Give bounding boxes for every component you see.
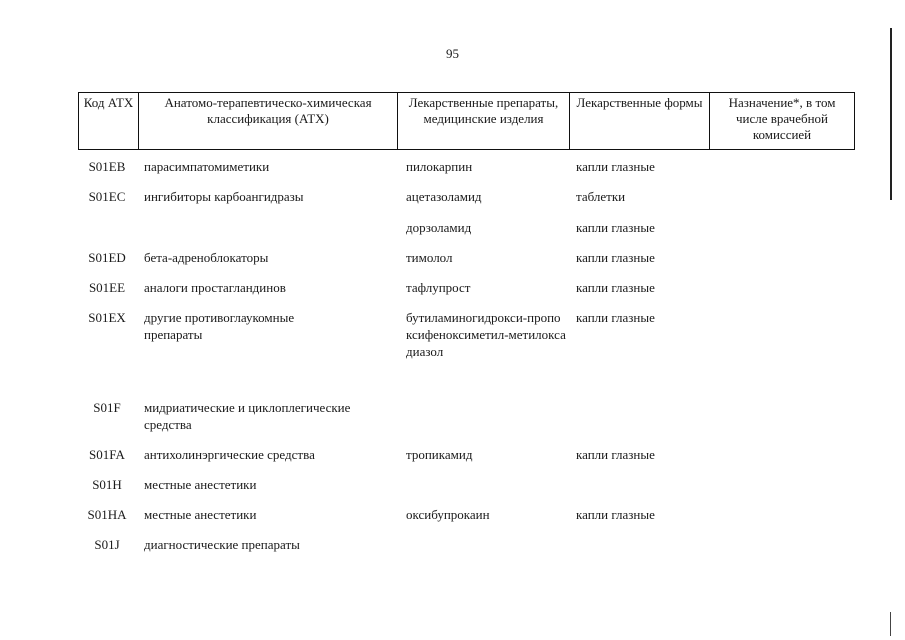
cell-form: капли глазные <box>576 250 655 265</box>
header-purpose: Назначение*, в том числе врачебной комиссией <box>710 93 855 150</box>
cell-code: S01FA <box>89 447 125 462</box>
cell-drug: ацетазоламид <box>406 189 482 204</box>
cell-form: таблетки <box>576 189 626 204</box>
cell-drug: бутиламиногидрокси-пропоксифеноксиметил-метилоксадиазол <box>406 310 566 359</box>
cell-code: S01F <box>93 400 121 415</box>
cell-code: S01HA <box>87 507 127 522</box>
cell-form: капли глазные <box>576 280 655 295</box>
page-edge-line <box>890 28 892 200</box>
page-edge-line-lower <box>890 612 891 636</box>
cell-code: S01ED <box>88 250 126 265</box>
cell-form: капли глазные <box>576 447 655 462</box>
cell-code: S01EB <box>88 159 126 174</box>
cell-code: S01J <box>94 537 120 552</box>
cell-drug: оксибупрокаин <box>406 507 490 522</box>
table-header <box>78 92 855 150</box>
cell-code: S01EC <box>88 189 126 204</box>
cell-classification: мидриатические и циклоплегические средства <box>144 400 351 432</box>
cell-drug: тимолол <box>406 250 453 265</box>
cell-classification: местные анестетики <box>144 477 257 492</box>
cell-classification: антихолинэргические средства <box>144 447 315 462</box>
cell-classification: парасимпатомиметики <box>144 159 270 174</box>
header-classification: Анатомо-терапевтическо-химическая классификация (АТХ) <box>139 93 398 150</box>
cell-code: S01H <box>92 477 122 492</box>
header-row <box>79 93 855 150</box>
cell-classification: бета-адреноблокаторы <box>144 250 269 265</box>
cell-drug: дорзоламид <box>406 220 472 235</box>
cell-classification: другие противоглаукомные препараты <box>144 310 295 342</box>
page-number: 95 <box>446 46 459 61</box>
header-forms: Лекарственные формы <box>570 93 710 150</box>
cell-drug: пилокарпин <box>406 159 473 174</box>
header-drugs: Лекарственные препараты, медицинские изделия <box>398 93 570 150</box>
cell-drug: тропикамид <box>406 447 473 462</box>
cell-code: S01EX <box>88 310 126 325</box>
cell-drug: тафлупрост <box>406 280 471 295</box>
cell-classification: аналоги простагландинов <box>144 280 286 295</box>
cell-classification: диагностические препараты <box>144 537 300 552</box>
cell-classification: местные анестетики <box>144 507 257 522</box>
cell-form: капли глазные <box>576 220 655 235</box>
cell-code: S01EE <box>88 280 126 295</box>
cell-form: капли глазные <box>576 310 655 325</box>
cell-form: капли глазные <box>576 159 655 174</box>
header-code: Код АТХ <box>79 93 139 150</box>
cell-form: капли глазные <box>576 507 655 522</box>
cell-classification: ингибиторы карбоангидразы <box>144 189 304 204</box>
